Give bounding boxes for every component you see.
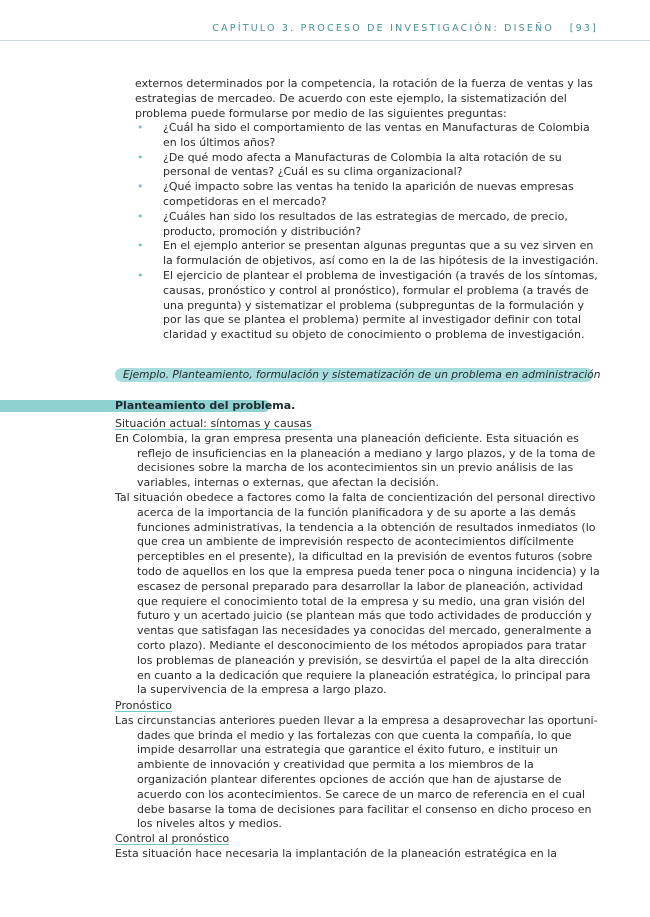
pronostico-paragraph: Las circunstancias anteriores pueden llevar a la empresa a desaprovechar las oportunidades que brinda el medio y las fortalezas con que cuenta la compañía, lo que impide desarrollar una estrategia que garantice el éxito futuro, e instituir un ambiente de innovación y creatividad que permita a los miembros de la organización plantear diferentes opciones de acción que han de ajustarse de acuerdo con los acontecimientos. Se carece de un marco de referencia en el cual debe basarse la toma de decisiones para facilitar el consenso en dicho proceso en los niveles altos y medios. (115, 713, 598, 831)
question-list (135, 121, 600, 343)
running-header (0, 22, 650, 41)
list-item: • ¿Cuáles han sido los resultados de las estrategias de mercado, de precio, producto, promoción y distribución? (135, 210, 600, 240)
control-paragraph: Esta situación hace necesaria la implantación de la planeación estratégica en la (115, 846, 557, 860)
list-item: • ¿Qué impacto sobre las ventas ha tenido la aparición de nuevas empresas competidoras en el mercado? (135, 180, 600, 210)
chapter-title: CAPÍTULO 3. PROCESO DE INVESTIGACIÓN: DISEÑO (212, 23, 555, 34)
control-section (115, 832, 600, 862)
section-title: Planteamiento del problema. (115, 399, 296, 412)
list-item: • ¿De qué modo afecta a Manufacturas de Colombia la alta rotación de su personal de ventas? ¿Cuál es su clima organizacional? (135, 151, 600, 181)
intro-paragraph: externos determinados por la competencia, la rotación de la fuerza de ventas y las estrategias de mercadeo. De acuerdo con este ejemplo, la sistematización del problema puede formularse por medio de las siguientes preguntas: (135, 77, 593, 120)
situacion-heading: Situación actual: síntomas y causas (115, 417, 312, 430)
list-item: • El ejercicio de plantear el problema de investigación (a través de los síntomas, causas, pronóstico y control al pronóstico), formular el problema (a través de una pregunta) y sistematizar el problema (subpreguntas de la formulación y por las que se plantea el problema) permite al investigador definir con total claridad y exactitud su objeto de conocimiento o problema de investigación. (135, 269, 600, 343)
situacion-paragraph-2: Tal situación obedece a factores como la falta de concientización del personal directivo acerca de la importancia de la función planificadora y de su aporte a las demás funciones administrativas, la tendencia a la obtención de resultados inmediatos (lo que crea un ambiente de imprevisión respecto de acontecimientos difícilmente perceptibles en el presente), la dificultad en la previsión de eventos futuros (sobre todo de aquellos en los que la empresa pueda tener poca o ninguna incidencia) y la escasez de personal preparado para desarrollar la labor de planeación, actividad que requiere el conocimiento total de la empresa y su medio, una gran visión del futuro y un acertado juicio (se plantean más que todo actividades de producción y ventas que satisfagan las necesidades ya conocidas del mercado, generalmente a corto plazo). Mediante el desconocimiento de los métodos apropiados para tratar los problemas de planeación y previsión, se desvirtúa el papel de la alta dirección en cuanto a la dedicación que requiere la planeación estratégica, lo principal para la supervivencia de la empresa a largo plazo. (115, 490, 600, 697)
intro-text (135, 77, 600, 121)
example-banner: Ejemplo. Planteamiento, formulación y sistematización de un problema en administración (115, 368, 593, 382)
situacion-section (115, 417, 600, 698)
page-number: [93] (569, 23, 598, 34)
running-header-text (212, 23, 598, 34)
pronostico-heading: Pronóstico (115, 699, 173, 712)
list-item: • ¿Cuál ha sido el comportamiento de las ventas en Manufacturas de Colombia en los últimos años? (135, 121, 600, 151)
control-heading: Control al pronóstico (115, 832, 230, 845)
pronostico-section (115, 699, 600, 832)
situacion-paragraph-1: En Colombia, la gran empresa presenta una planeación deficiente. Esta situación es reflejo de insuficiencias en la planeación a mediano y largo plazos, y de la toma de decisiones sobre la marcha de los acontecimientos sin un previo análisis de las variables, internas o externas, que afectan la decisión. (115, 431, 596, 490)
list-item: • En el ejemplo anterior se presentan algunas preguntas que a su vez sirven en la formulación de objetivos, así como en la de las hipótesis de la investigación. (135, 239, 600, 269)
